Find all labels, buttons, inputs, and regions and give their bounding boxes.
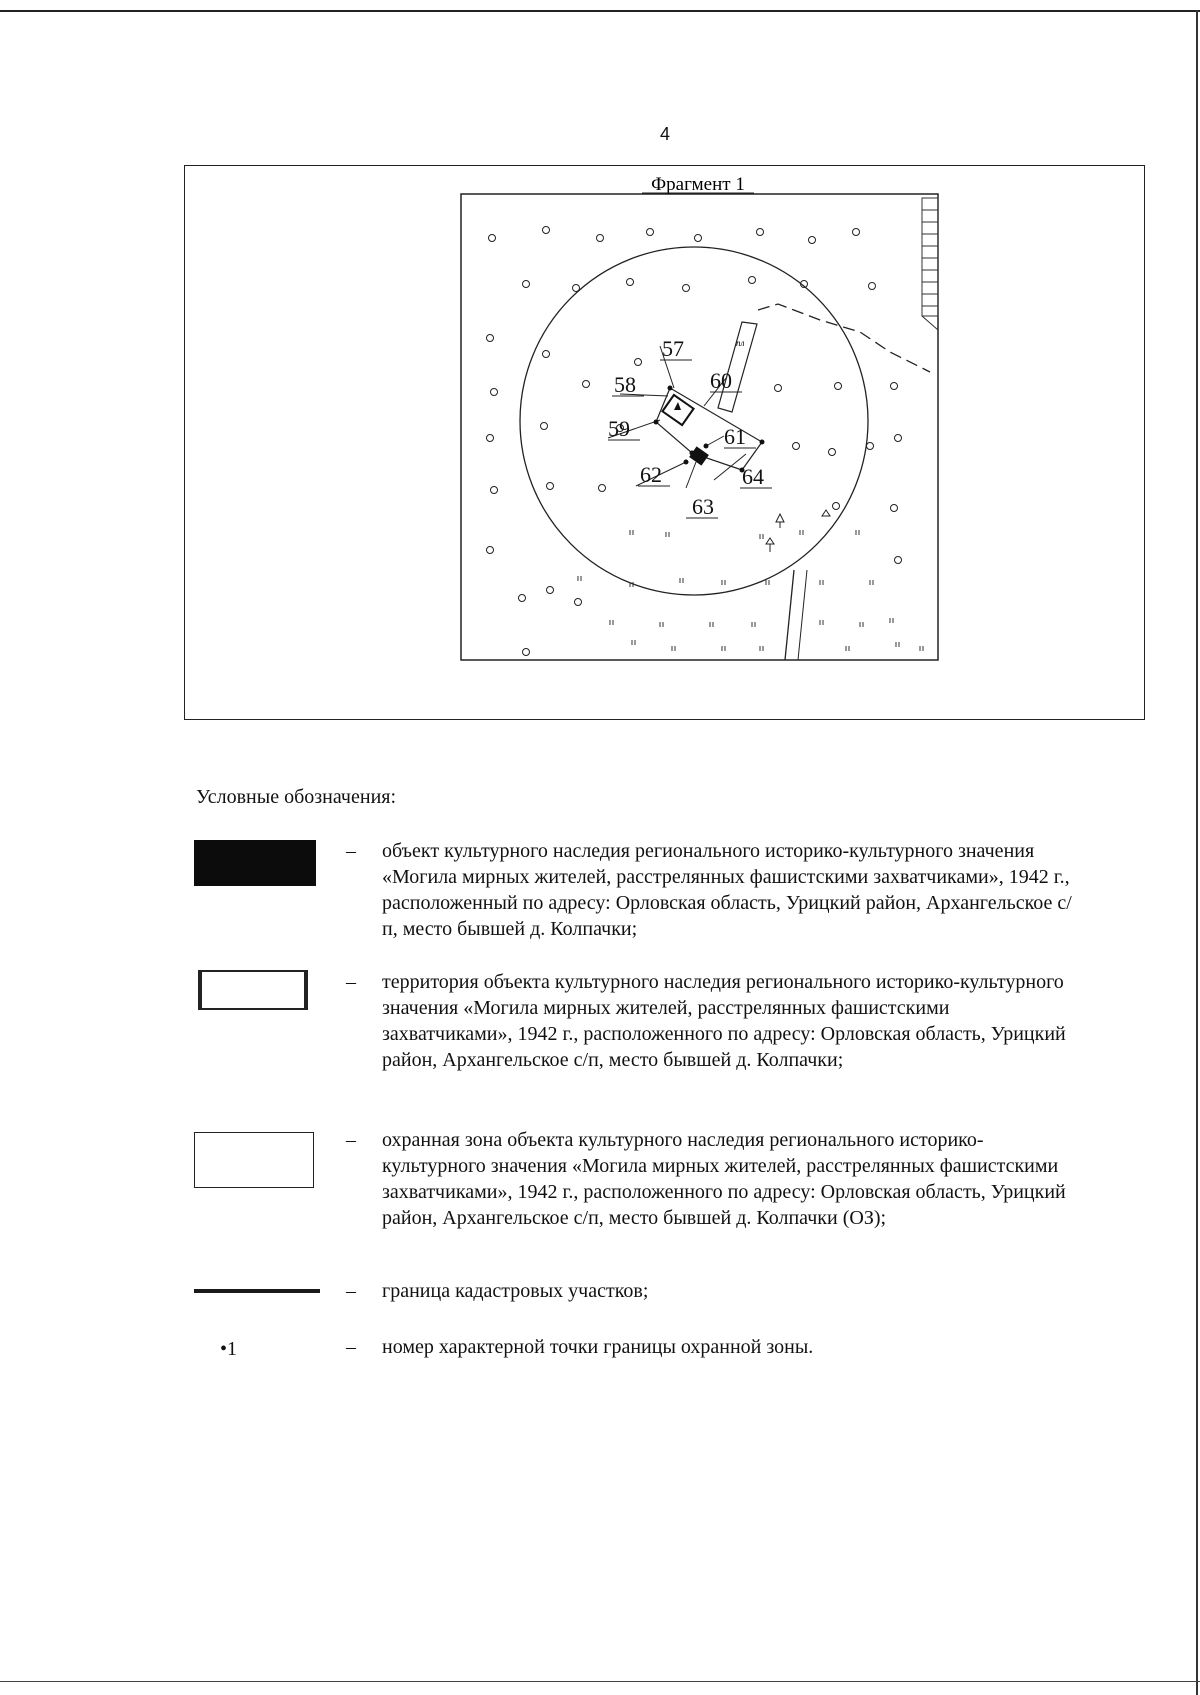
map-tick-marker — [766, 580, 769, 585]
point-label-59: 59 — [608, 416, 630, 441]
map-circle-marker — [547, 587, 554, 594]
map-circle-marker — [853, 229, 860, 236]
fragment-title: Фрагмент 1 — [651, 174, 745, 195]
map-circle-marker — [891, 505, 898, 512]
point-label-58: 58 — [614, 372, 636, 397]
page-number: 4 — [660, 124, 671, 144]
legend-dash-3: – — [346, 1129, 356, 1151]
point-label-60: 60 — [710, 368, 732, 393]
map-tick-marker — [752, 622, 755, 627]
map-circle-marker — [683, 285, 690, 292]
protection-zone-circle — [520, 247, 868, 595]
legend-text-object: объект культурного наследия регионального историко-культурного значения «Могила мирных жителей, расстрелянных фашистскими захватчиками», 1942 г., расположенный по адресу: Орловская область, Урицкий район, Архангельское с/п, место бывшей д. Колпачки; — [382, 840, 1072, 940]
map-tick-marker — [680, 578, 683, 583]
map-tick-marker — [610, 620, 613, 625]
map-tick-marker — [760, 646, 763, 651]
legend-symbol-point-number: •1 — [220, 1338, 238, 1360]
point-label-62: 62 — [640, 462, 662, 487]
legend-text-cadastral-boundary: граница кадастровых участков; — [382, 1280, 649, 1302]
legend-text-point-number: номер характерной точки границы охранной зоны. — [382, 1336, 814, 1358]
point-label-57: 57 — [662, 336, 684, 361]
point-label-64: 64 — [742, 464, 764, 489]
point-label-63: 63 — [692, 494, 714, 519]
legend-title: Условные обозначения: — [196, 786, 397, 808]
legend-symbol-territory — [198, 970, 308, 1010]
map-tick-marker — [870, 580, 873, 585]
legend-text-protection-zone: охранная зона объекта культурного наследия регионального историко-культурного значения «Могила мирных жителей, расстрелянных фашистскими захватчиками», 1942 г., расположенного по адресу: Орловская область, Урицкий район, Архангельское с/п, место бывшей д. Колпачки (ОЗ); — [382, 1129, 1066, 1229]
road-line-1 — [785, 570, 794, 660]
dashed-boundary-line — [758, 304, 930, 372]
map-circle-marker — [599, 485, 606, 492]
map-circle-marker — [867, 443, 874, 450]
map-circle-marker — [829, 449, 836, 456]
map-tick-marker — [856, 530, 859, 535]
map-tick-marker — [578, 576, 581, 581]
map-circle-marker — [487, 335, 494, 342]
map-circle-marker — [583, 381, 590, 388]
map-circle-marker — [573, 285, 580, 292]
map-edge-ladder — [922, 198, 938, 330]
map-circle-marker — [491, 389, 498, 396]
map-circle-marker — [487, 547, 494, 554]
map-circle-marker — [833, 503, 840, 510]
map-tick-marker — [860, 622, 863, 627]
map-tick-marker — [820, 620, 823, 625]
legend-dash-5: – — [346, 1336, 356, 1358]
map-tick-marker — [920, 646, 923, 651]
map-tick-marker — [722, 580, 725, 585]
fragment-map — [460, 170, 950, 665]
legend-symbol-protection-zone — [194, 1132, 314, 1188]
map-tick-marker — [820, 580, 823, 585]
page-border-right — [1196, 10, 1198, 1695]
legend-dash-4: – — [346, 1280, 356, 1302]
map-circle-marker — [775, 385, 782, 392]
map-tick-marker — [630, 530, 633, 535]
tree-markers — [766, 510, 830, 552]
legend-dash-2: – — [346, 971, 356, 993]
map-tick-marker — [672, 646, 675, 651]
map-tick-marker — [722, 646, 725, 651]
map-frame — [461, 194, 938, 660]
map-circle-marker — [541, 423, 548, 430]
map-circle-marker — [489, 235, 496, 242]
map-tick-marker — [632, 640, 635, 645]
map-tick-marker — [896, 642, 899, 647]
map-circle-marker — [543, 227, 550, 234]
map-circle-marker — [757, 229, 764, 236]
map-circle-marker — [749, 277, 756, 284]
map-tick-marker — [760, 534, 763, 539]
map-annotation: пл — [736, 338, 745, 348]
map-circle-marker — [523, 281, 530, 288]
map-tick-marker — [890, 618, 893, 623]
map-circle-marker — [869, 283, 876, 290]
map-circle-marker — [519, 595, 526, 602]
map-tick-marker — [846, 646, 849, 651]
map-circle-marker — [575, 599, 582, 606]
map-tick-marker — [800, 530, 803, 535]
map-circle-marker — [635, 359, 642, 366]
legend-text-territory: территория объекта культурного наследия регионального историко-культурного значения «Могила мирных жителей, расстрелянных фашистскими захватчиками», 1942 г., расположенного по адресу: Орловская область, Урицкий район, Архангельское с/п, место бывшей д. Колпачки; — [382, 971, 1066, 1071]
legend-symbol-object — [194, 840, 316, 886]
cadastral-parcel-elongated — [718, 322, 757, 412]
map-circle-marker — [491, 487, 498, 494]
map-circle-marker — [835, 383, 842, 390]
map-scatter-layer — [487, 227, 924, 656]
map-circle-marker — [895, 435, 902, 442]
map-circle-marker — [695, 235, 702, 242]
map-circle-marker — [543, 351, 550, 358]
legend-dash-1: – — [346, 840, 356, 862]
map-circle-marker — [523, 649, 530, 656]
map-tick-marker — [660, 622, 663, 627]
map-circle-marker — [793, 443, 800, 450]
map-circle-marker — [891, 383, 898, 390]
point-label-61: 61 — [724, 424, 746, 449]
legend-symbol-cadastral-boundary — [194, 1289, 320, 1293]
page-border-bottom — [0, 1681, 1200, 1682]
map-circle-marker — [627, 279, 634, 286]
road-line-2 — [798, 570, 807, 660]
map-circle-marker — [809, 237, 816, 244]
map-circle-marker — [487, 435, 494, 442]
map-tick-marker — [710, 622, 713, 627]
map-circle-marker — [597, 235, 604, 242]
map-circle-marker — [895, 557, 902, 564]
page-border-top — [0, 10, 1200, 12]
map-tick-marker — [666, 532, 669, 537]
map-circle-marker — [547, 483, 554, 490]
map-circle-marker — [647, 229, 654, 236]
